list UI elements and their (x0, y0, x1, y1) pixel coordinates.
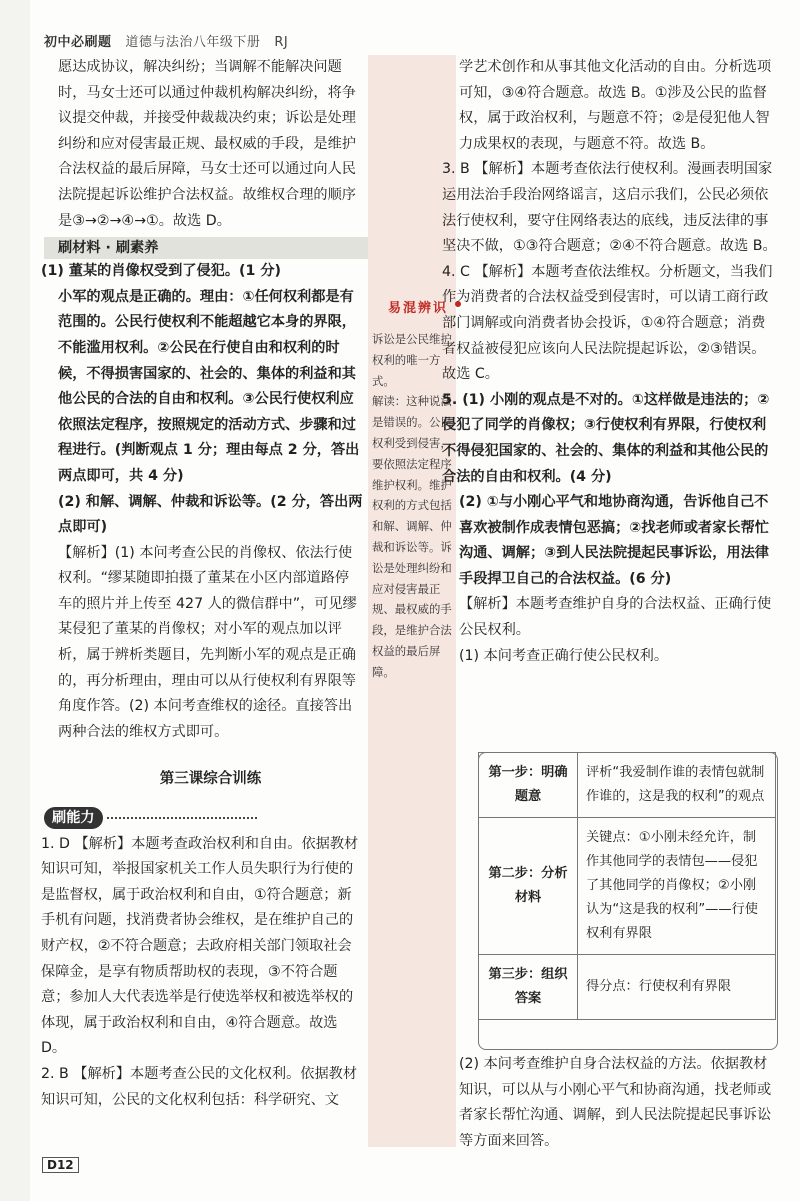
right-column (442, 55, 779, 669)
subject-name: 道德与法治八年级下册 (125, 35, 261, 50)
q2-continued: 学艺术创作和从事其他文化活动的自由。分析选项可知，③④符合题意。故选 B。①涉及公民的监督权，属于政治权利，与题意不符；②是侵犯他人智力成果权的表现，与题意不符。故选 B。 (459, 59, 772, 152)
section-bar: 刷材料 · 刷素养 (44, 237, 377, 259)
ability-pill: 刷能力 (44, 807, 103, 829)
step-value: 评析“我爱制作谁的表情包就制作谁的，这是我的权利”的观点 (578, 753, 776, 818)
table-row (479, 753, 776, 818)
q5-analysis: 【解析】(1) 本问考查公民的肖像权、依法行使权利。“缪某随即拍摄了董某在小区内部道路停车的照片并上传至 427 人的微信群中”，可见缪某侵犯了董某的肖像权；对小军的观点加以评析，属于辨析类题目，先判断小军的观点是正确的，再分析理由，理由可以从行使权利有界限等角度作答。(2) 本问考查维权的途径。直接答出两种合法的维权方式即可。 (58, 544, 357, 740)
q2-answer: 2. B 【解析】本题考查公民的文化权利。依据教材知识可知，公民的文化权利包括：科学研究、文 (41, 1065, 358, 1108)
q5-answer-1: (1) 董某的肖像权受到了侵犯。(1 分) (41, 263, 281, 280)
note-statement: 诉讼是公民维护权利的唯一方式。 (372, 332, 452, 388)
steps-table (478, 752, 776, 1020)
table-row (479, 955, 776, 1020)
step-key: 第一步：明确题意 (479, 753, 578, 818)
q5-answer-2: 小军的观点是正确的。理由：①任何权利都是有范围的。公民行使权利不能超越它本身的界限，不能滥用权利。②公民在行使自由和权利的时候，不得损害国家的、社会的、集体的利益和其他公民的合法的自由和权利。③公民行使权利应依照法定程序，按照规定的活动方式、步骤和过程进行。(判断观点 1 分；理由每点 2 分，答出两点即可，共 4 分) (58, 288, 360, 484)
page-edge-strip (0, 0, 30, 1201)
table-row (479, 818, 776, 955)
right-column-bottom (459, 1052, 779, 1154)
edition-code: RJ (274, 35, 289, 50)
q1-answer: 1. D 【解析】本题考查政治权利和自由。依据教材知识可知，举报国家机关工作人员失职行为行使的是监督权，属于政治权利和自由，①符合题意；新手机有问题，找消费者协会维权，是在维护自己的财产权，②不符合题意；去政府相关部门领取社会保障金，是享有物质帮助权的表现，③不符合题意；参加人大代表选举是行使选举权和被选举权的体现，属于政治权利和自由，④符合题意。故选 D。 (41, 835, 359, 1057)
running-header (44, 31, 288, 50)
q5-answer-1: 5. (1) 小刚的观点是不对的。①这样做是违法的；②侵犯了同学的肖像权；③行使权利有界限，行使权利不得侵犯国家的、社会的、集体的利益和其他公民的合法的自由和权利。(4 分) (442, 391, 770, 485)
q3-answer: 3. B 【解析】本题考查依法行使权利。漫画表明国家运用法治手段治网络谣言，这启示我们，公民必须依法行使权利，要守住网络表达的底线，违反法律的事坚决不做，①③符合题意；②④不符合题意。故选 B。 (442, 161, 777, 255)
step-key: 第三步：组织答案 (479, 955, 578, 1020)
page-number: D12 (42, 1157, 79, 1173)
section-title: 第三课综合训练 (159, 771, 262, 788)
q5-analysis: 【解析】本题考查维护自身的合法权益、正确行使公民权利。 (459, 596, 772, 639)
answer-paragraph: 愿达成协议，解决纠纷；当调解不能解决问题时，马女士还可以通过仲裁机构解决纠纷，将争议提交仲裁，并接受仲裁裁决约束；诉讼是处理纠纷和应对侵害最正规、最权威的手段，是维护合法权益的最后屏障，马女士还可以通过向人民法院提起诉讼维护合法权益。故维权合理的顺序是③→②→④→①。故选 D。 (58, 59, 356, 229)
dotted-rule (107, 817, 257, 819)
step-key: 第二步：分析材料 (479, 818, 578, 955)
q5-answer-2: (2) ①与小刚心平气和地协商沟通，告诉他自己不喜欢被制作成表情包恶搞；②找老师或者家长帮忙沟通、调解；③到人民法院提起民事诉讼，用法律手段捍卫自己的合法权益。(6 分) (459, 494, 769, 587)
step-value: 关键点：①小刚未经允许，制作其他同学的表情包——侵犯了其他同学的肖像权；②小刚认为“这是我的权利”——行使权利有界限 (578, 818, 776, 955)
q5-analysis-2: (2) 本问考查维护自身合法权益的方法。依据教材知识，可以从与小刚心平气和协商沟通，找老师或者家长帮忙沟通、调解，到人民法院提起民事诉讼等方面来回答。 (459, 1056, 772, 1149)
q5-answer-3: (2) 和解、调解、仲裁和诉讼等。(2 分，答出两点即可) (58, 493, 363, 536)
note-title: 易混辨识 (388, 301, 449, 316)
q5-analysis-1: (1) 本问考查正确行使公民权利。 (459, 647, 669, 664)
step-value: 得分点：行使权利有界限 (578, 955, 776, 1020)
note-explanation: 解读：这种说法是错误的。公民权利受到侵害，要依照法定程序维护权利。维护权利的方式包括和解、调解、仲裁和诉讼等。诉讼是处理纠纷和应对侵害最正规、最权威的手段，是维护合法权益的最后屏障。 (372, 394, 452, 679)
q4-answer: 4. C 【解析】本题考查依法维权。分析题文，当我们作为消费者的合法权益受到侵害时，可以请工商行政部门调解或向消费者协会投诉，①④符合题意；消费者权益被侵犯应该向人民法院提起诉讼，②③错误。故选 C。 (442, 263, 773, 383)
left-column (41, 55, 363, 1113)
series-name: 初中必刷题 (44, 35, 112, 50)
